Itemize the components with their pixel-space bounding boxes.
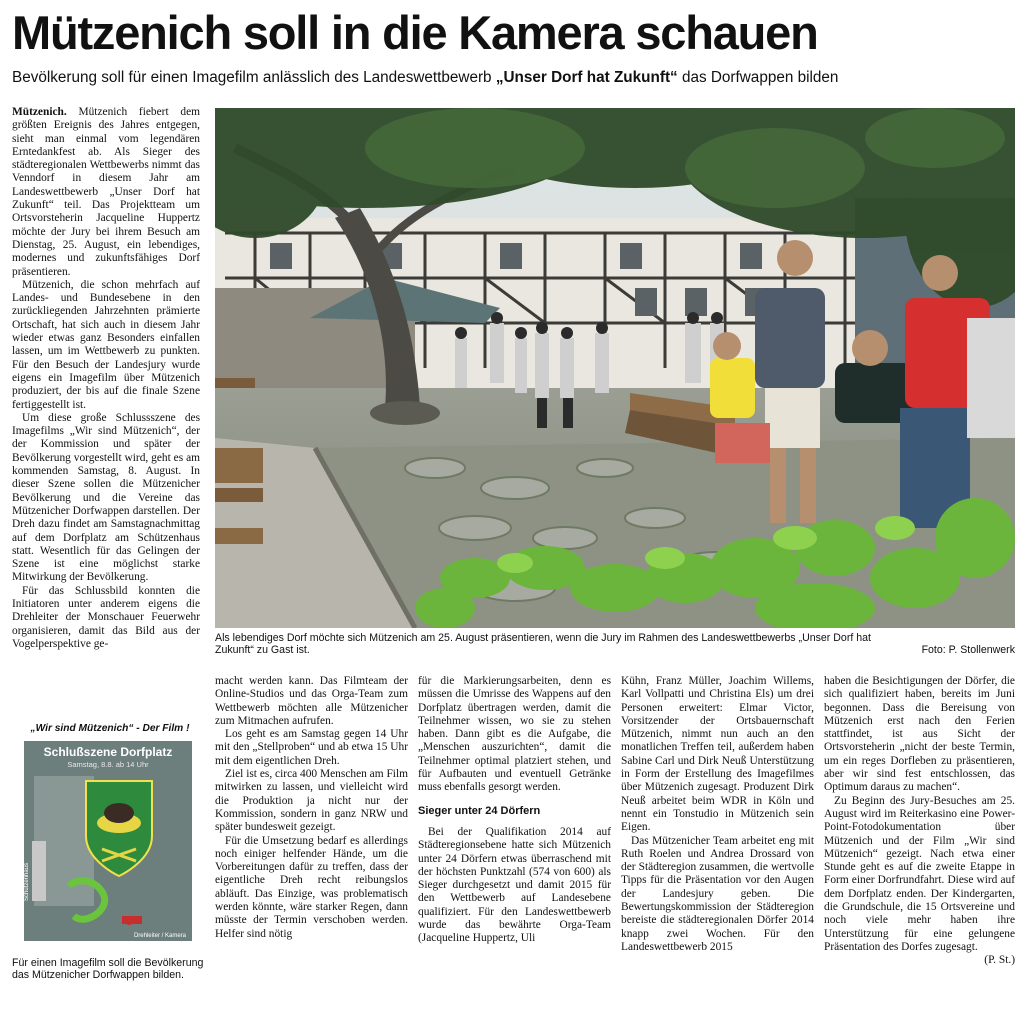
headline: Mützenich soll in die Kamera schauen [12,6,818,59]
article-column-2 [215,675,408,1005]
poster-footer: Drehleiter / Kamera [133,933,186,939]
coat-of-arms-diagram [24,741,192,941]
village-square-photo [215,108,1015,628]
subhead-text: Bevölkerung soll für einen Imagefilm anlässlich des Landeswettbewerb [12,69,496,86]
paragraph [12,106,200,279]
paragraph: haben die Besichtigungen der Dörfer, die sich qualifiziert haben, bereits im Juni begonnen. Dass die Bereisung von Mützenich erst nach den Ferien stattfindet, ist aus Sicht der Ortsvorsteherin „nicht der beste Termin, um ein reges Dorfleben zu präsentieren, aber wir sind fest entschlossen, das Optimum daraus zu machen“. [824,675,1015,794]
article-photo [215,108,1015,628]
paragraph-text: Zu Beginn des Jury-Besuches am 25. August wird im Reiterkasino eine Power-Point-Fotodokumentation über Mützenich und der Film „Wir sind Mützenich“ gezeigt. Nach etwa einer Stunde geht es auf die zweite Etappe in Form einer Dorfrundfahrt. Diese wird auf dem Dorfplatz enden. Der Kindergarten, die Grundschule, die 15 Ortsvereine und noch viele mehr haben ihre Unterstützung für eine gelungene Präsentation des Dorfes zugesagt. [824,794,1015,953]
paragraph: für die Markierungsarbeiten, denn es müssen die Umrisse des Wappens auf den Dorfplatz übertragen werden, damit die Teilnehmer wissen, wo sie zu stehen haben. Dann gibt es die Aufgabe, die „Menschen auszurichten“, damit die Teilnehmer optimal platziert stehen, und für Aufbauten und eventuell Getränke muss ebenfalls gesorgt werden. [418,675,611,794]
paragraph: Um diese große Schlussszene des Imagefilms „Wir sind Mützenich“, der der Kommission und später der Bevölkerung vorgestellt wird, geht es am kommenden Samstag, 8. August. In dieser Szene sollen die Mützenicher Bevölkerung und die Vereine das Mützenicher Dorfwappen darstellen. Der Dreh dazu findet am Samstagnachmittag auf dem Dorfplatz am Schützenhaus statt. Wesentlich für das Gelingen der Szene ist eine möglichst starke Mitwirkung der Bevölkerung. [12,411,200,584]
paragraph: Für die Umsetzung bedarf es allerdings noch einiger helfender Hände, um die Vorbereitungen dafür zu treffen, dass der eigentliche Dreh recht reibungslos abläuft. Das Einzige, was problematisch werden könnte, wäre starker Regen, dann müsste der Termin verschoben werden. Helfer sind nötig [215,834,408,940]
paragraph: Ziel ist es, circa 400 Menschen am Film mitwirken zu lassen, und vielleicht wird die Produktion ja nicht nur der Kommission, sondern in ganz NRW und später bundesweit gezeigt. [215,768,408,834]
poster-building-label: Schützenhaus [24,862,31,902]
paragraph: Kühn, Franz Müller, Joachim Willems, Karl Vollpatti und Christina Els) um drei Personen erweitert: Elmar Victor, Vorsitzender der Ortsbauernschaft Mützenich, nimmt nun auch an den monatlichen Treffen teil, außerdem haben Sabine Carl und Dirk Neuß Unterstützung in Form der Erstellung des Imagefilmes über Mützenich zugesagt. Produzent Dirk Neuß arbeitet beim WDR in Köln und nennt ein Tonstudio in Mützenich sein Eigen. [621,675,814,834]
poster-heading: Schlußszene Dorfplatz [43,745,173,759]
section-subheading: Sieger unter 24 Dörfern [418,804,541,817]
paragraph [824,794,1015,967]
author-signature: (P. St.) [984,954,1015,967]
subheadline [12,68,1012,88]
film-poster [24,741,192,941]
article-column-3 [418,675,611,1005]
paragraph: macht werden kann. Das Filmteam der Online-Studios und das Orga-Team zum Wettbewerb möchten alle Mützenicher zum Mitmachen aufrufen. [215,675,408,727]
paragraph: Für das Schlussbild konnten die Initiatoren unter anderem eigens die Drehleiter der Monschauer Feuerwehr organisieren, damit das Bild aus der Vogelperspektive ge- [12,584,200,650]
paragraph: Mützenich, die schon mehrfach auf Landes- und Bundesebene in den zurückliegenden Jahrzehnten prämierte Ortschaft, hat sich auch in diesem Jahr wieder etwas ganz Besonders einfallen lassen, um im Wettbewerb zu punkten. Für den Besuch der Landesjury wurde eigens ein Imagefilm über Mützenich produziert, der bis auf die finale Szene fertiggestellt ist. [12,278,200,411]
paragraph: Bei der Qualifikation 2014 auf Städteregionsebene hatte sich Mützenich unter 24 Dörfern etwas überraschend mit der höchsten Punktzahl (574 von 600) als Sieger durchgesetzt und damit 2015 für den Wettbewerb auf Landesebene qualifiziert. Für den Landeswettbewerb wurde das bewährte Orga-Team (Jacqueline Huppertz, Uli [418,825,611,945]
caption-text: Als lebendiges Dorf möchte sich Mützenich am 25. August präsentieren, wenn die Jury im Rahmen des Landeswettbewerbs „Unser Dorf hat Zukunft“ zu Gast ist. [215,632,871,656]
subhead-bold: „Unser Dorf hat Zukunft“ [495,69,678,86]
paragraph: Das Mützenicher Team arbeitet eng mit Ruth Roelen und Andrea Drossard von der Städteregion zusammen, die wertvolle Tipps für die Präsentation vor den Augen der Landesjury geben. Die Bewertungskommission der Städteregion bereiste die städteregionalen Dörfer 2014 knapp zwei Wochen. Für den Landeswettbewerb 2015 [621,834,814,953]
paragraph: Los geht es am Samstag gegen 14 Uhr mit den „Stellproben“ und ab etwa 15 Uhr mit dem eigentlichen Dreh. [215,728,408,767]
subhead-text-end: das Dorfwappen bilden [677,69,839,86]
photo-credit: Foto: P. Stollenwerk [921,644,1015,656]
film-box-title: „Wir sind Mützenich“ - Der Film ! [30,723,190,734]
dateline: Mützenich. [12,106,67,118]
film-box-caption: Für einen Imagefilm soll die Bevölkerung das Mützenicher Dorfwappen bilden. [12,957,204,982]
article-column-5 [824,675,1015,1005]
photo-caption [215,632,1015,656]
poster-date: Samstag, 8.8. ab 14 Uhr [67,760,149,769]
article-column-1 [12,106,200,706]
film-poster-box [12,722,208,954]
article-column-4 [621,675,814,1005]
paragraph-text: Mützenich fiebert dem größten Ereignis des Jahres entgegen, sieht man einmal vom legendären Erntedankfest ab. Als Sieger des städteregionalen Wettbewerbs nimmt das Venndorf in diesem Jahr am Landeswettbewerb „Unser Dorf hat Zukunft“ teil. Das Projektteam um Ortsvorsteherin Jacqueline Huppertz möchte der Jury bei ihrem Besuch am Dienstag, 25. August, ein lebendiges, modernes und zukunftsfähiges Dorf präsentieren. [12,106,200,278]
